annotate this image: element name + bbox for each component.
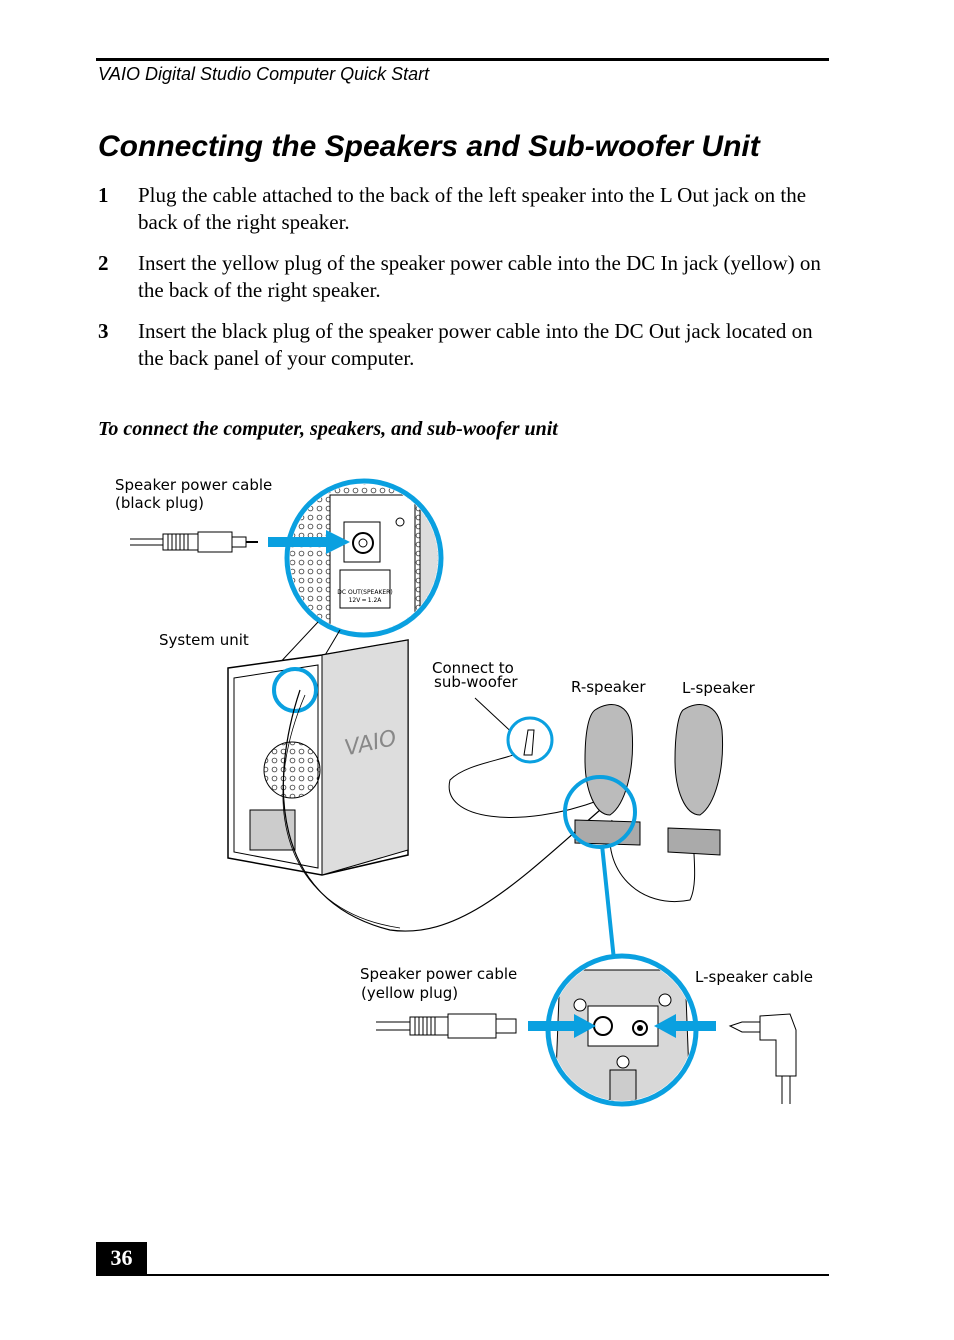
- label-sub-woofer: sub-woofer: [434, 673, 518, 691]
- dc-rating-label: 12V ━ 1.2A: [348, 597, 382, 604]
- step-number: 3: [98, 319, 109, 343]
- l-speaker-plug-icon: [730, 1014, 796, 1104]
- l-speaker: [668, 705, 723, 855]
- yellow-plug-icon: [376, 1014, 516, 1038]
- label-power-cable-black: Speaker power cable: [115, 476, 273, 494]
- step-text: Plug the cable attached to the back of the left speaker into the L Out jack on the back of the right speaker.: [138, 183, 807, 234]
- label-yellow-plug: (yellow plug): [361, 984, 459, 1002]
- dc-out-callout: [268, 480, 445, 672]
- label-black-plug: (black plug): [115, 494, 205, 512]
- vaio-logo: VAIO: [342, 725, 399, 762]
- figure-caption: To connect the computer, speakers, and sub-woofer unit: [98, 418, 558, 440]
- footer-rule: [96, 1274, 829, 1276]
- section-title: Connecting the Speakers and Sub-woofer Unit: [98, 130, 760, 163]
- running-header: VAIO Digital Studio Computer Quick Start: [98, 64, 430, 84]
- label-r-speaker: R-speaker: [571, 678, 646, 696]
- speaker-jack-callout: [528, 956, 716, 1110]
- step-text: Insert the black plug of the speaker power cable into the DC Out jack located on the back panel of your computer.: [138, 319, 813, 370]
- dc-out-label: DC OUT(SPEAKER): [337, 589, 393, 596]
- step-number: 1: [98, 183, 109, 207]
- sub-woofer-plug-callout: [475, 698, 552, 762]
- label-l-speaker: L-speaker: [682, 679, 755, 697]
- system-unit: [228, 640, 408, 875]
- label-system-unit: System unit: [159, 631, 249, 649]
- label-power-cable-yellow: Speaker power cable: [360, 965, 518, 983]
- step-text: Insert the yellow plug of the speaker power cable into the DC In jack (yellow) on the back of the right speaker.: [138, 251, 821, 302]
- label-l-speaker-cable: L-speaker cable: [695, 968, 813, 986]
- black-plug-icon: [130, 532, 258, 552]
- page-number: 36: [110, 1245, 133, 1270]
- label-connect-to: Connect to: [432, 659, 514, 677]
- step-number: 2: [98, 251, 109, 275]
- r-speaker: [575, 705, 640, 845]
